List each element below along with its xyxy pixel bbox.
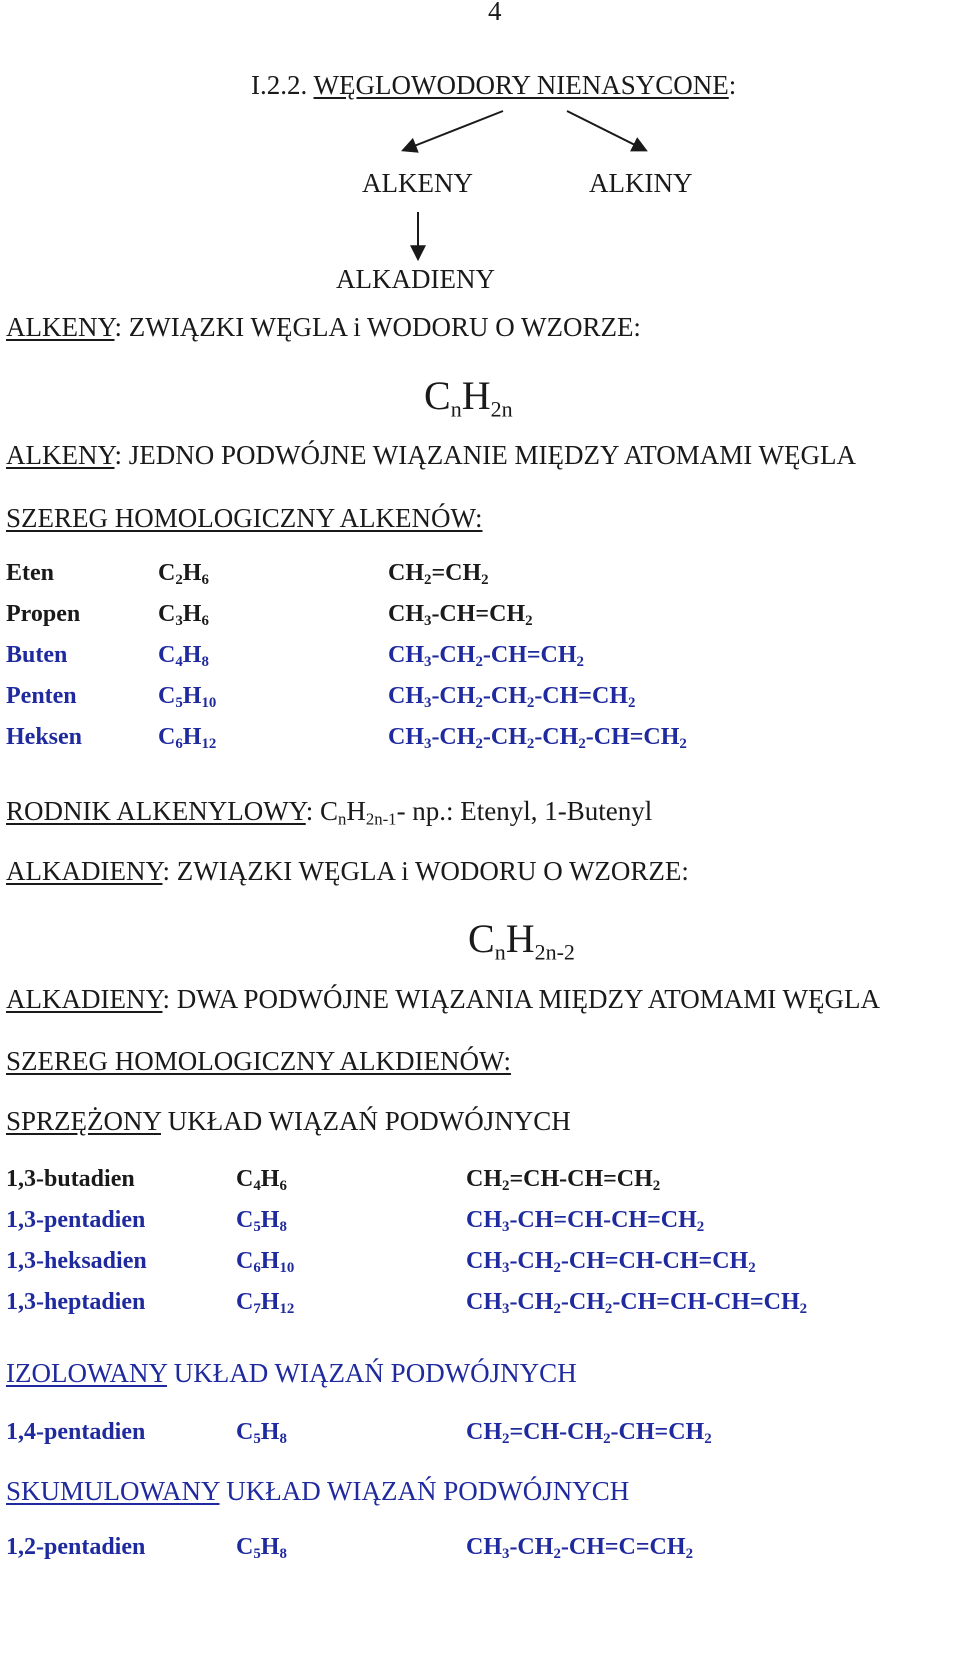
molecular-formula — [236, 1207, 287, 1234]
alkeny-definition-term: ALKENY — [6, 312, 115, 342]
structural-formula-sub: 3 — [502, 1219, 510, 1236]
molecular-formula-sub: 2 — [175, 572, 183, 589]
structural-formula-sub: 3 — [502, 1301, 510, 1318]
molecular-formula-sub: 8 — [279, 1431, 287, 1448]
formula-c-sub: n — [450, 396, 462, 422]
molecular-formula — [236, 1289, 294, 1316]
compound-name: 1,3-butadien — [6, 1166, 135, 1192]
structural-formula-sub: 2 — [679, 736, 687, 753]
structural-formula-sub: 3 — [424, 736, 432, 753]
molecular-formula-sub: 6 — [201, 572, 209, 589]
molecular-formula-text: H — [260, 1207, 280, 1233]
alkeny-general-formula — [424, 372, 513, 422]
structural-formula-sub: 2 — [652, 1178, 661, 1195]
arrow-to-alkiny — [567, 111, 645, 150]
alkadieny-definition — [6, 856, 689, 887]
compound-name: 1,3-heptadien — [6, 1289, 146, 1315]
structural-formula-text: -CH — [431, 724, 476, 750]
structural-formula-sub: 3 — [424, 654, 432, 671]
alkadieny-bond-line — [6, 984, 880, 1015]
formula-c-sub: n — [494, 939, 506, 965]
structural-formula-text: -CH — [482, 724, 527, 750]
structural-formula-text: -CH=C=CH — [560, 1534, 686, 1560]
section-title: WĘGLOWODORY NIENASYCONE — [313, 70, 729, 100]
structural-formula — [388, 683, 635, 710]
formula-c: C — [424, 373, 451, 418]
molecular-formula-text: C — [158, 683, 176, 709]
molecular-formula-sub: 4 — [175, 654, 183, 671]
alkeny-bond-text: : JEDNO PODWÓJNE WIĄZANIE MIĘDZY ATOMAMI WĘGLA — [114, 440, 856, 470]
structural-formula-text: -CH=CH — [585, 724, 680, 750]
structural-formula-sub: 3 — [424, 695, 432, 712]
alkadieny-general-formula — [468, 915, 575, 965]
structural-formula-sub: 2 — [525, 613, 533, 630]
rodnik-colon: : C — [305, 796, 338, 826]
molecular-formula — [158, 560, 209, 587]
structural-formula-text: -CH — [560, 1289, 605, 1315]
structural-formula — [466, 1166, 660, 1193]
structural-formula-text: CH — [466, 1207, 502, 1233]
structural-formula-sub: 2 — [685, 1546, 693, 1563]
structural-formula-sub: 2 — [576, 654, 584, 671]
skumulowany-text: UKŁAD WIĄZAŃ PODWÓJNYCH — [219, 1476, 630, 1506]
structural-formula-sub: 3 — [502, 1546, 510, 1563]
compound-name: 1,4-pentadien — [6, 1419, 146, 1445]
molecular-formula-sub: 6 — [201, 613, 209, 630]
structural-formula-text: CH — [466, 1534, 502, 1560]
structural-formula — [466, 1419, 712, 1446]
structural-formula-text: CH — [466, 1419, 502, 1445]
structural-formula-text: =CH — [431, 560, 482, 586]
structural-formula-sub: 2 — [578, 736, 586, 753]
structural-formula-text: =CH-CH — [509, 1419, 604, 1445]
compound-name: Propen — [6, 601, 81, 627]
structural-formula-text: -CH=CH — [482, 642, 577, 668]
molecular-formula-text: C — [158, 724, 176, 750]
structural-formula — [466, 1289, 807, 1316]
molecular-formula-sub: 3 — [175, 613, 183, 630]
molecular-formula-sub: 5 — [175, 695, 183, 712]
molecular-formula-sub: 6 — [253, 1260, 261, 1277]
structural-formula-text: CH — [388, 683, 424, 709]
section-number: I.2.2. — [251, 70, 308, 100]
molecular-formula-sub: 5 — [253, 1219, 261, 1236]
izolowany-text: UKŁAD WIĄZAŃ PODWÓJNYCH — [166, 1358, 577, 1388]
formula-h: H — [505, 916, 535, 961]
molecular-formula-sub: 4 — [253, 1178, 261, 1195]
alkadieny-bond-text: : DWA PODWÓJNE WIĄZANIA MIĘDZY ATOMAMI WĘGLA — [162, 984, 880, 1014]
structural-formula-sub: 2 — [603, 1431, 611, 1448]
molecular-formula-sub: 6 — [175, 736, 183, 753]
structural-formula-sub: 2 — [481, 572, 489, 589]
structural-formula-sub: 2 — [627, 695, 636, 712]
molecular-formula-text: H — [260, 1419, 280, 1445]
molecular-formula-sub: 5 — [253, 1546, 261, 1563]
structural-formula-text: CH — [466, 1289, 502, 1315]
structural-formula-sub: 2 — [748, 1260, 756, 1277]
structural-formula-text: -CH — [431, 683, 476, 709]
compound-name: Buten — [6, 642, 68, 668]
molecular-formula-text: H — [182, 724, 202, 750]
compound-name: 1,3-heksadien — [6, 1248, 147, 1274]
section-heading — [251, 70, 736, 101]
molecular-formula-text: H — [182, 642, 202, 668]
structural-formula-text: CH — [388, 724, 424, 750]
structural-formula-text: -CH — [509, 1534, 554, 1560]
molecular-formula — [158, 724, 216, 751]
molecular-formula-text: C — [236, 1207, 254, 1233]
molecular-formula — [236, 1248, 294, 1275]
structural-formula-text: CH — [388, 560, 424, 586]
structural-formula-sub: 3 — [424, 613, 432, 630]
alkeny-bond-line — [6, 440, 856, 471]
izolowany-heading — [6, 1358, 577, 1389]
structural-formula-text: -CH — [534, 724, 579, 750]
structural-formula-sub: 2 — [502, 1178, 510, 1195]
structural-formula — [388, 724, 687, 751]
molecular-formula-text: C — [236, 1248, 254, 1274]
molecular-formula — [236, 1534, 287, 1561]
molecular-formula-text: C — [158, 601, 176, 627]
molecular-formula-sub: 12 — [201, 736, 217, 753]
structural-formula-text: -CH — [509, 1289, 554, 1315]
formula-h-sub: 2n — [490, 396, 513, 422]
structural-formula-sub: 2 — [604, 1301, 613, 1318]
formula-h-sub: 2n-2 — [534, 939, 575, 965]
formula-c: C — [468, 916, 495, 961]
izolowany-term: IZOLOWANY — [6, 1358, 167, 1388]
molecular-formula — [158, 683, 216, 710]
compound-name: Penten — [6, 683, 77, 709]
diagram-alkeny: ALKENY — [362, 168, 473, 198]
structural-formula-sub: 2 — [502, 1431, 510, 1448]
molecular-formula-sub: 10 — [201, 695, 217, 712]
sprzezony-term: SPRZĘŻONY — [6, 1106, 162, 1136]
structural-formula-sub: 3 — [502, 1260, 510, 1277]
structural-formula — [388, 642, 584, 669]
arrow-to-alkeny — [404, 111, 503, 150]
molecular-formula-text: H — [182, 683, 202, 709]
structural-formula-sub: 2 — [553, 1546, 561, 1563]
skumulowany-heading — [6, 1476, 629, 1507]
alkeny-definition-text: : ZWIĄZKI WĘGLA i WODORU O WZORZE: — [114, 312, 641, 342]
alkadieny-definition-term: ALKADIENY — [6, 856, 163, 886]
formula-h: H — [461, 373, 491, 418]
structural-formula — [466, 1207, 704, 1234]
molecular-formula-sub: 10 — [279, 1260, 295, 1277]
structural-formula-sub: 2 — [553, 1301, 561, 1318]
skumulowany-term: SKUMULOWANY — [6, 1476, 220, 1506]
molecular-formula-sub: 6 — [279, 1178, 287, 1195]
structural-formula-text: -CH — [509, 1248, 554, 1274]
molecular-formula-text: C — [158, 642, 176, 668]
molecular-formula — [236, 1419, 287, 1446]
molecular-formula-text: H — [260, 1534, 280, 1560]
alkadieny-bond-term: ALKADIENY — [6, 984, 163, 1014]
structural-formula-sub: 2 — [526, 695, 535, 712]
structural-formula — [466, 1534, 693, 1561]
alkadieny-homolog-heading: SZEREG HOMOLOGICZNY ALKDIENÓW: — [6, 1046, 511, 1076]
section-colon: : — [728, 70, 737, 100]
diagram-alkiny: ALKINY — [589, 168, 693, 198]
compound-name: Heksen — [6, 724, 83, 750]
structural-formula-text: -CH=CH-CH=CH — [509, 1207, 697, 1233]
molecular-formula-text: C — [158, 560, 176, 586]
molecular-formula-sub: 8 — [201, 654, 209, 671]
structural-formula-sub: 2 — [553, 1260, 561, 1277]
structural-formula-sub: 2 — [799, 1301, 808, 1318]
alkeny-bond-term: ALKENY — [6, 440, 115, 470]
structural-formula-sub: 2 — [475, 654, 483, 671]
molecular-formula-text: C — [236, 1166, 254, 1192]
molecular-formula-sub: 8 — [279, 1219, 287, 1236]
rodnik-sub-2n1: 2n-1 — [365, 809, 397, 829]
structural-formula-text: -CH — [431, 642, 476, 668]
structural-formula-sub: 2 — [475, 736, 483, 753]
molecular-formula-text: H — [260, 1248, 280, 1274]
structural-formula-text: -CH — [482, 683, 527, 709]
rodnik-sub-n: n — [338, 809, 347, 829]
molecular-formula-sub: 12 — [279, 1301, 295, 1318]
sprzezony-heading — [6, 1106, 571, 1137]
compound-name: 1,3-pentadien — [6, 1207, 146, 1233]
rodnik-h: H — [346, 796, 366, 826]
structural-formula-text: -CH=CH-CH=CH — [560, 1248, 749, 1274]
compound-name: 1,2-pentadien — [6, 1534, 146, 1560]
structural-formula-text: CH — [388, 601, 424, 627]
molecular-formula-text: H — [182, 560, 202, 586]
structural-formula — [388, 601, 533, 628]
structural-formula-text: =CH-CH=CH — [509, 1166, 653, 1192]
molecular-formula-text: H — [260, 1289, 280, 1315]
structural-formula-text: -CH=CH — [431, 601, 526, 627]
molecular-formula — [236, 1166, 287, 1193]
structural-formula-text: -CH=CH-CH=CH — [612, 1289, 800, 1315]
alkeny-definition — [6, 312, 641, 343]
molecular-formula — [158, 642, 209, 669]
molecular-formula — [158, 601, 209, 628]
diagram-alkadieny: ALKADIENY — [336, 264, 495, 294]
structural-formula-sub: 2 — [704, 1431, 712, 1448]
structural-formula-sub: 2 — [475, 695, 483, 712]
compound-name: Eten — [6, 560, 54, 586]
sprzezony-text: UKŁAD WIĄZAŃ PODWÓJNYCH — [161, 1106, 571, 1136]
molecular-formula-sub: 5 — [253, 1431, 261, 1448]
rodnik-term: RODNIK ALKENYLOWY — [6, 796, 306, 826]
molecular-formula-sub: 7 — [253, 1301, 261, 1318]
rodnik-example: - np.: Etenyl, 1-Butenyl — [396, 796, 653, 826]
structural-formula-sub: 2 — [526, 736, 535, 753]
structural-formula-sub: 2 — [696, 1219, 705, 1236]
structural-formula-text: CH — [466, 1166, 502, 1192]
molecular-formula-text: C — [236, 1419, 254, 1445]
page-number: 4 — [488, 0, 502, 26]
structural-formula-text: -CH=CH — [610, 1419, 705, 1445]
structural-formula — [466, 1248, 756, 1275]
structural-formula-sub: 2 — [424, 572, 432, 589]
molecular-formula-sub: 8 — [279, 1546, 287, 1563]
molecular-formula-text: H — [260, 1166, 280, 1192]
molecular-formula-text: C — [236, 1289, 254, 1315]
classification-arrows — [0, 0, 960, 300]
structural-formula-text: -CH=CH — [534, 683, 628, 709]
molecular-formula-text: C — [236, 1534, 254, 1560]
alkeny-homolog-heading: SZEREG HOMOLOGICZNY ALKENÓW: — [6, 503, 483, 533]
rodnik-line — [6, 796, 652, 827]
structural-formula — [388, 560, 489, 587]
molecular-formula-text: H — [182, 601, 202, 627]
alkadieny-definition-text: : ZWIĄZKI WĘGLA i WODORU O WZORZE: — [162, 856, 689, 886]
structural-formula-text: CH — [466, 1248, 502, 1274]
structural-formula-text: CH — [388, 642, 424, 668]
